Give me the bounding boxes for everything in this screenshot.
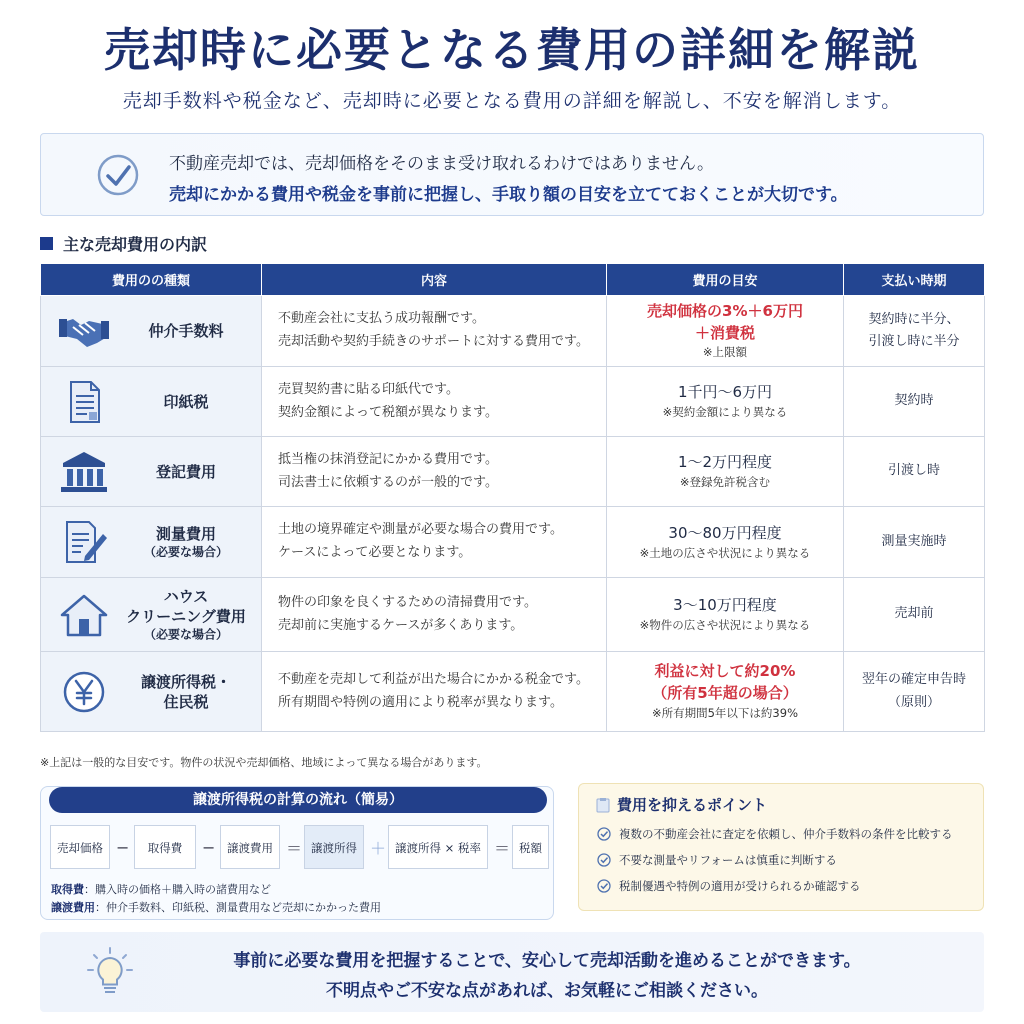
saving-point-item	[597, 826, 953, 842]
cost-kind-name-line: 住民税	[163, 692, 209, 711]
saving-points-box	[578, 783, 984, 911]
cost-estimate-note: ※物件の広さや状況により異なる	[639, 618, 811, 633]
payment-timing-line: 測量実施時	[881, 533, 947, 549]
cost-desc-line: 所有期間や特例の適用により税率が異なります。	[278, 694, 563, 710]
flow-item-income-times-rate: 譲渡所得 × 税率	[388, 825, 488, 869]
cost-kind-name	[121, 461, 251, 481]
cost-kind-name-line: 仲介手数料	[148, 321, 224, 340]
cost-kind-note: （必要な場合）	[143, 627, 228, 642]
cost-kind-cell	[41, 578, 262, 652]
intro-box	[40, 133, 984, 216]
disclaimer: ※上記は一般的な目安です。物件の状況や売却価格、地域によって異なる場合があります。	[40, 756, 488, 769]
table-row	[41, 296, 985, 367]
payment-timing-line: 売却前	[894, 606, 934, 622]
cost-kind-cell	[41, 437, 262, 507]
cost-estimate-cell	[607, 652, 844, 732]
cost-estimate-cell	[607, 367, 844, 437]
saving-point-text: 税制優遇や特例の適用が受けられるか確認する	[619, 879, 861, 893]
table-row	[41, 652, 985, 732]
flow-note-acquisition	[51, 881, 271, 897]
flow-note-term: 譲渡費用	[51, 901, 95, 914]
table-header-row	[41, 264, 985, 296]
cost-kind-cell	[41, 652, 262, 732]
header-timing: 支払い時期	[844, 264, 985, 296]
cost-estimate-main: 1千円〜6万円	[677, 383, 773, 402]
cost-kind-name	[121, 671, 251, 712]
header-desc: 内容	[262, 264, 607, 296]
cost-estimate-main: 30〜80万円程度	[668, 523, 782, 542]
cost-desc-line: 売却活動や契約手続きのサポートに対する費用です。	[278, 334, 589, 349]
cost-kind-cell	[41, 507, 262, 578]
intro-line-2: 売却にかかる費用や税金を事前に把握し、手取り額の目安を立てておくことが大切です。	[169, 185, 848, 205]
footer-line-2: 不明点やご不安な点があれば、お気軽にご相談ください。	[326, 981, 768, 1001]
check-circle-icon	[597, 853, 611, 867]
cost-kind-name	[121, 391, 251, 411]
payment-timing-line: 引渡し時	[887, 463, 940, 479]
flow-item-acquisition: 取得費	[134, 825, 196, 869]
cost-kind-name	[121, 524, 251, 560]
cost-table	[40, 263, 985, 732]
cost-kind-name	[121, 586, 251, 643]
check-circle-icon	[97, 154, 139, 196]
cost-estimate-note: ※上限額	[702, 345, 748, 360]
cost-desc-line: 抵当権の抹消登記にかかる費用です。	[278, 451, 498, 467]
flow-note-term: 取得費	[51, 883, 84, 896]
table-row	[41, 507, 985, 578]
cost-desc-cell	[262, 578, 607, 652]
page-title: 売却時に必要となる費用の詳細を解説	[104, 23, 920, 77]
cost-desc-cell	[262, 507, 607, 578]
cost-desc-line: 土地の境界確定や測量が必要な場合の費用です。	[278, 522, 563, 538]
flow-item-transfer-income: 譲渡所得	[304, 825, 364, 869]
footer-line-1: 事前に必要な費用を把握することで、安心して売却活動を進めることができます。	[233, 951, 861, 971]
cost-desc-line: 司法書士に依頼するのが一般的です。	[278, 474, 498, 490]
cost-estimate-cell	[607, 507, 844, 578]
check-circle-icon	[597, 827, 611, 841]
table-row	[41, 578, 985, 652]
house-icon	[59, 593, 109, 637]
cost-kind-name-line: クリーニング費用	[126, 607, 246, 626]
table-row	[41, 367, 985, 437]
payment-timing-cell	[844, 296, 985, 367]
cost-desc-line: 物件の印象を良くするための清掃費用です。	[278, 594, 537, 610]
document-icon	[59, 380, 109, 424]
flow-item-tax: 税額	[512, 825, 549, 869]
payment-timing-cell	[844, 507, 985, 578]
flow-op: ＋	[370, 838, 387, 858]
cost-desc-cell	[262, 652, 607, 732]
flow-op: −	[116, 837, 130, 857]
header-cost: 費用の目安	[607, 264, 844, 296]
section-heading	[40, 232, 207, 255]
cost-estimate-sub: （所有5年超の場合）	[652, 684, 798, 703]
section-marker	[40, 237, 53, 250]
section-title: 主な売却費用の内訳	[63, 235, 208, 254]
cost-desc-line: 不動産会社に支払う成功報酬です。	[278, 311, 485, 327]
flow-item-transfer-cost: 譲渡費用	[220, 825, 280, 869]
cost-kind-name-line: 測量費用	[155, 524, 216, 543]
saving-point-item	[597, 878, 861, 894]
flow-op: −	[202, 837, 216, 857]
cost-desc-cell	[262, 296, 607, 367]
footer-banner	[40, 932, 984, 1012]
payment-timing-cell	[844, 367, 985, 437]
cost-estimate-cell	[607, 296, 844, 367]
cost-kind-name-line: 譲渡所得税・	[140, 672, 231, 691]
cost-estimate-note: ※契約金額により異なる	[662, 405, 788, 420]
saving-point-item	[597, 852, 837, 868]
cost-desc-line: 不動産を売却して利益が出た場合にかかる税金です。	[278, 671, 589, 687]
cost-estimate-main: 3〜10万円程度	[673, 596, 777, 615]
cost-kind-name-line: ハウス	[163, 587, 209, 606]
cost-desc-cell	[262, 367, 607, 437]
tax-flow-box	[40, 786, 554, 920]
cost-desc-line: 売買契約書に貼る印紙代です。	[278, 381, 459, 397]
saving-points-heading	[595, 794, 767, 815]
clipboard-icon	[595, 797, 611, 813]
cost-estimate-cell	[607, 437, 844, 507]
saving-point-text: 複数の不動産会社に査定を依頼し、仲介手数料の条件を比較する	[619, 827, 953, 841]
page-subtitle: 売却手数料や税金など、売却時に必要となる費用の詳細を解説し、不安を解消します。	[122, 90, 902, 112]
cost-desc-line: 契約金額によって税額が異なります。	[278, 404, 498, 420]
cost-estimate-main: 売却価格の3%＋6万円	[647, 301, 803, 320]
intro-line-1: 不動産売却では、売却価格をそのまま受け取れるわけではありません。	[169, 154, 715, 174]
table-row	[41, 437, 985, 507]
flow-op: ＝	[286, 838, 303, 858]
cost-estimate-main: 1〜2万円程度	[677, 453, 773, 472]
yen-icon	[59, 670, 109, 714]
cost-desc-cell	[262, 437, 607, 507]
flow-note-text: ：購入時の価格＋購入時の諸費用など	[84, 883, 271, 896]
flow-item-sale-price: 売却価格	[50, 825, 110, 869]
payment-timing-cell	[844, 578, 985, 652]
cost-estimate-sub: ＋消費税	[694, 323, 755, 342]
cost-desc-line: 売却前に実施するケースが多くあります。	[278, 617, 524, 633]
cost-estimate-note: ※所有期間5年以下は約39%	[651, 705, 798, 720]
payment-timing-line: 引渡し時に半分	[868, 334, 960, 349]
cost-estimate-main: 利益に対して約20%	[654, 662, 796, 681]
cost-desc-line: ケースによって必要となります。	[278, 545, 472, 560]
payment-timing-line: 契約時	[894, 393, 934, 409]
cost-kind-name-line: 登記費用	[155, 462, 216, 481]
header-kind: 費用のの種類	[41, 264, 262, 296]
saving-points-title: 費用を抑えるポイント	[617, 796, 768, 814]
cost-kind-name	[121, 321, 251, 341]
payment-timing-cell	[844, 437, 985, 507]
tax-flow-title: 譲渡所得税の計算の流れ（簡易）	[49, 787, 547, 813]
saving-point-text: 不要な測量やリフォームは慎重に判断する	[619, 853, 837, 867]
tax-flow-formula	[50, 825, 549, 869]
cost-kind-note: （必要な場合）	[143, 545, 228, 560]
cost-kind-name-line: 印紙税	[163, 392, 209, 411]
payment-timing-line: 契約時に半分、	[868, 311, 960, 327]
cost-kind-cell	[41, 296, 262, 367]
flow-note-transfer	[51, 899, 381, 915]
bank-icon	[59, 450, 109, 494]
payment-timing-line: （原則）	[887, 694, 940, 710]
payment-timing-cell	[844, 652, 985, 732]
cost-estimate-note: ※登録免許税含む	[679, 475, 771, 490]
payment-timing-line: 翌年の確定申告時	[861, 672, 966, 688]
check-circle-icon	[597, 879, 611, 893]
flow-note-text: ：仲介手数料、印紙税、測量費用など売却にかかった費用	[95, 901, 381, 914]
cost-estimate-note: ※土地の広さや状況により異なる	[639, 545, 811, 560]
survey-document-icon	[59, 520, 109, 564]
cost-estimate-cell	[607, 578, 844, 652]
handshake-icon	[59, 309, 109, 353]
cost-kind-cell	[41, 367, 262, 437]
flow-op: ＝	[493, 838, 510, 858]
